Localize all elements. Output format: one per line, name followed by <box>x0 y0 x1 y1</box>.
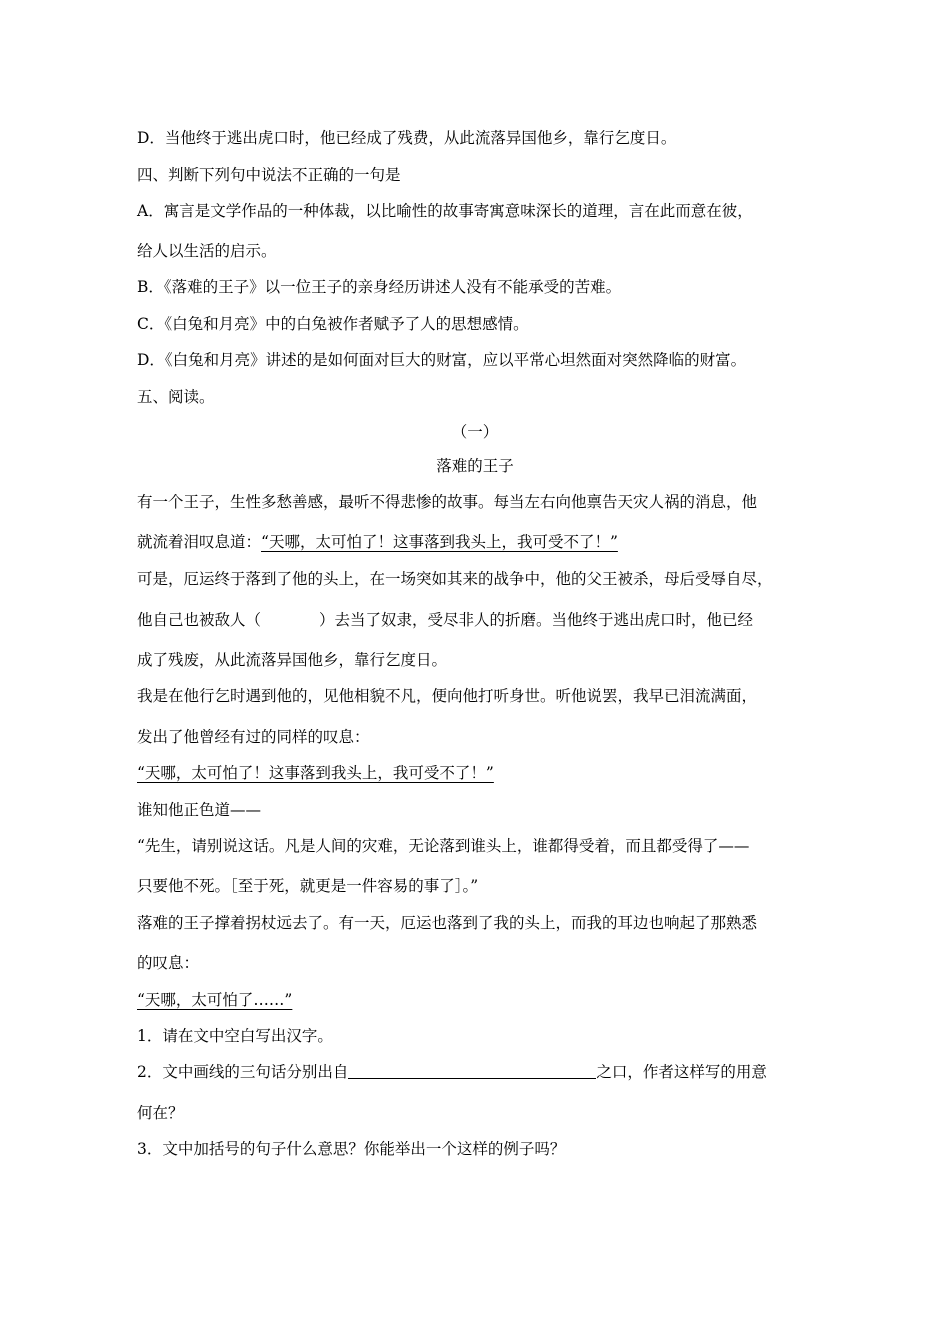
underlined-quote-2: “天哪，太可怕了！这事落到我头上，我可受不了！” <box>137 764 494 782</box>
question-4-option-a-line-1: A．寓言是文学作品的一种体裁，以比喻性的故事寄寓意味深长的道理，言在此而意在彼， <box>137 202 753 220</box>
paragraph-1-line-1: 有一个王子，生性多愁善感，最听不得悲惨的故事。每当左右向他禀告天灾人祸的消息，他 <box>137 493 758 511</box>
question-4-heading: 四、判断下列句中说法不正确的一句是 <box>137 166 401 184</box>
question-4-option-a-line-2: 给人以生活的启示。 <box>137 242 277 260</box>
paragraph-1-line-2 <box>137 532 618 552</box>
question-2-after: 之口，作者这样写的用意 <box>596 1063 767 1081</box>
question-2-line-2: 何在？ <box>137 1104 184 1122</box>
paragraph-1-prefix: 就流着泪叹息道： <box>137 533 262 551</box>
question-2-line-1 <box>137 1062 767 1082</box>
paragraph-3-line-2: 发出了他曾经有过的同样的叹息： <box>137 728 370 746</box>
answer-blank[interactable] <box>348 1062 596 1079</box>
paragraph-2-before-blank: 他自己也被敌人（ <box>137 611 262 629</box>
paragraph-4: 谁知他正色道—— <box>137 801 262 819</box>
paragraph-2-line-3: 成了残废，从此流落异国他乡，靠行乞度日。 <box>137 651 448 669</box>
question-4-option-b: B．《落难的王子》以一位王子的亲身经历讲述人没有不能承受的苦难。 <box>137 278 622 296</box>
question-5-heading: 五、阅读。 <box>137 388 215 406</box>
paragraph-2-after-blank: ）去当了奴隶，受尽非人的折磨。当他终于逃出虎口时，他已经 <box>319 611 754 629</box>
question-2-before: 2．文中画线的三句话分别出自 <box>137 1063 349 1081</box>
question-3: 3．文中加括号的句子什么意思？你能举出一个这样的例子吗？ <box>137 1140 566 1158</box>
section-label: （一） <box>451 423 499 441</box>
paragraph-2-line-2 <box>137 610 753 630</box>
question-1: 1．请在文中空白写出汉字。 <box>137 1027 333 1045</box>
paragraph-3-line-1: 我是在他行乞时遇到他的，见他相貌不凡，便向他打听身世。听他说罢，我早已泪流满面， <box>137 687 758 705</box>
paragraph-2-line-1: 可是，厄运终于落到了他的头上，在一场突如其来的战争中，他的父王被杀，母后受辱自尽， <box>137 570 773 588</box>
question-4-option-c: C．《白兔和月亮》中的白兔被作者赋予了人的思想感情。 <box>137 315 529 333</box>
paragraph-6-line-1: 落难的王子撑着拐杖远去了。有一天，厄运也落到了我的头上，而我的耳边也响起了那熟悉 <box>137 914 758 932</box>
paragraph-5-line-2: 只要他不死。［至于死，就更是一件容易的事了］。” <box>137 877 479 895</box>
passage-title: 落难的王子 <box>436 457 514 475</box>
paragraph-5-line-1: “先生，请别说这话。凡是人间的灾难，无论落到谁头上，谁都得受着，而且都受得了—— <box>137 837 750 855</box>
option-d-previous: D．当他终于逃出虎口时，他已经成了残费，从此流落异国他乡，靠行乞度日。 <box>137 129 677 147</box>
question-4-option-d: D．《白兔和月亮》讲述的是如何面对巨大的财富，应以平常心坦然面对突然降临的财富。 <box>137 351 747 369</box>
paragraph-6-line-2: 的叹息： <box>137 954 200 972</box>
underlined-quote-3: “天哪，太可怕了……” <box>137 991 293 1009</box>
underlined-quote-1: “天哪，太可怕了！这事落到我头上，我可受不了！” <box>261 533 618 551</box>
